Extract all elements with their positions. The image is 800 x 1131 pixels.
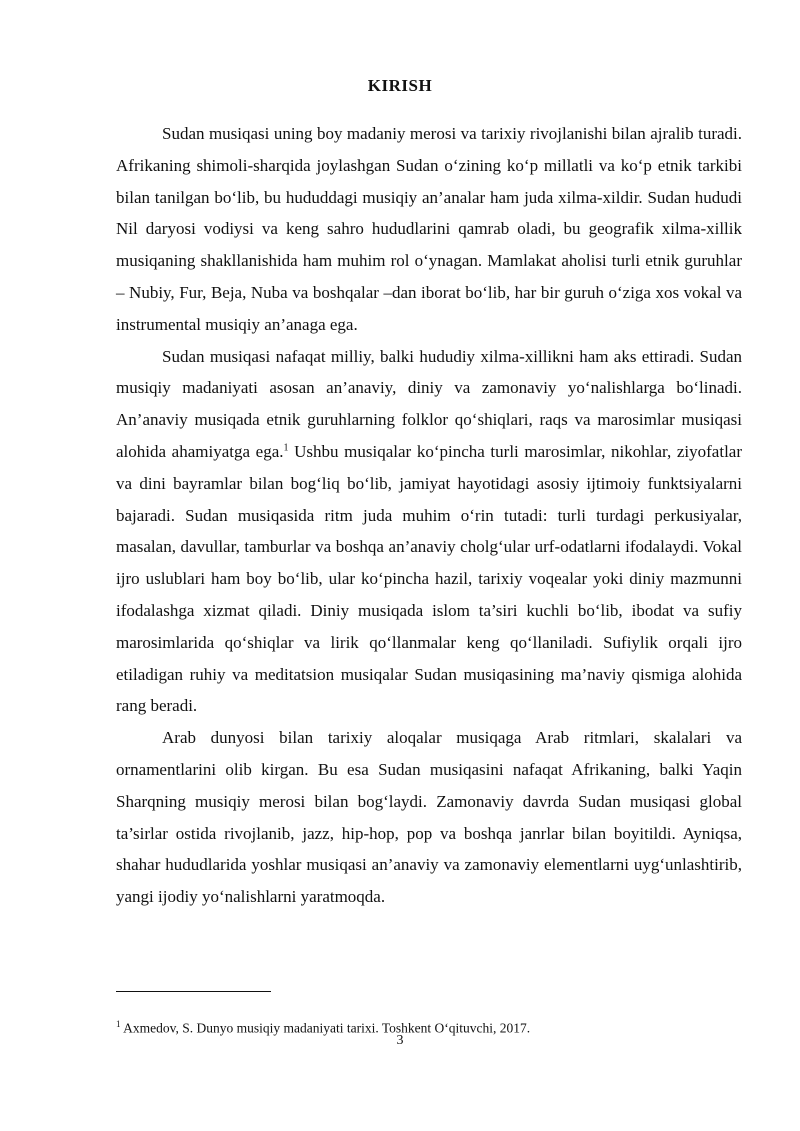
footnote-separator — [116, 991, 271, 992]
paragraph-2 — [116, 341, 742, 723]
section-heading: KIRISH — [367, 76, 433, 95]
page-number: 3 — [396, 1033, 404, 1048]
paragraph-2-text-a: Sudan musiqasi nafaqat milliy, balki hududiy xilma-xillikni ham aks ettiradi. Sudan musiqiy madaniyati asosan an’anaviy, diniy va zamonaviy yo‘nalishlarga bo‘linadi. An’anaviy musiqada etnik guruhlarning folklor qo‘shiqlari, raqs va marosimlar musiqasi alohida ahamiyatga ega. — [116, 346, 742, 461]
paragraph-2-text-b: Ushbu musiqalar ko‘pincha turli marosimlar, nikohlar, ziyofatlar va dini bayramlar bilan bog‘liq bo‘lib, jamiyat hayotidagi asosiy ijtimoiy funktsiyalarni bajaradi. Sudan musiqasida ritm juda muhim o‘rin tutadi: turli turdagi perkusiyalar, masalan, davullar, tamburlar va boshqa an’anaviy cholg‘ular urf-odatlarni ifodalaydi. Vokal ijro uslublari ham boy bo‘lib, ular ko‘pincha hazil, tarixiy voqealar yoki diniy mazmunni ifodalashga xizmat qiladi. Diniy musiqada islom ta’siri kuchli bo‘lib, ibodat va sufiy marosimlarida qo‘shiqlar va lirik qo‘llanmalar keng qo‘llaniladi. Sufiylik orqali ijro etiladigan ruhiy va meditatsion musiqalar Sudan musiqasining ma’naviy qismiga alohida rang beradi. — [116, 441, 742, 716]
footnote-text: Axmedov, S. Dunyo musiqiy madaniyati tarixi. Toshkent O‘qituvchi, 2017. — [120, 1020, 531, 1036]
body-text — [116, 118, 742, 913]
paragraph-1: Sudan musiqasi uning boy madaniy merosi va tarixiy rivojlanishi bilan ajralib turadi. Afrikaning shimoli-sharqida joylashgan Sudan o‘zining ko‘p millatli va ko‘p etnik tarkibi bilan tanilgan bo‘lib, bu hududdagi musiqiy an’analar ham juda xilma-xildir. Sudan hududi Nil daryosi vodiysi va keng sahro hududlarini qamrab oladi, bu geografik xilma-xillik musiqaning shakllanishida ham muhim rol o‘ynagan. Mamlakat aholisi turli etnik guruhlar – Nubiy, Fur, Beja, Nuba va boshqalar –dan iborat bo‘lib, har bir guruh o‘ziga xos vokal va instrumental musiqiy an’anaga ega. — [116, 124, 742, 334]
footnote-reference: 1 — [283, 442, 289, 454]
paragraph-3: Arab dunyosi bilan tarixiy aloqalar musiqaga Arab ritmlari, skalalari va ornamentlarini olib kirgan. Bu esa Sudan musiqasini nafaqat Afrikaning, balki Yaqin Sharqning musiqiy merosi bilan bog‘laydi. Zamonaviy davrda Sudan musiqasi global ta’sirlar ostida rivojlanib, jazz, hip-hop, pop va boshqa janrlar bilan boyitildi. Ayniqsa, shahar hududlarida yoshlar musiqasi an’anaviy va zamonaviy elementlarni uyg‘unlashtirib, yangi ijodiy yo‘nalishlarni yaratmoqda. — [116, 728, 742, 907]
footnote-number: 1 — [116, 1019, 121, 1029]
